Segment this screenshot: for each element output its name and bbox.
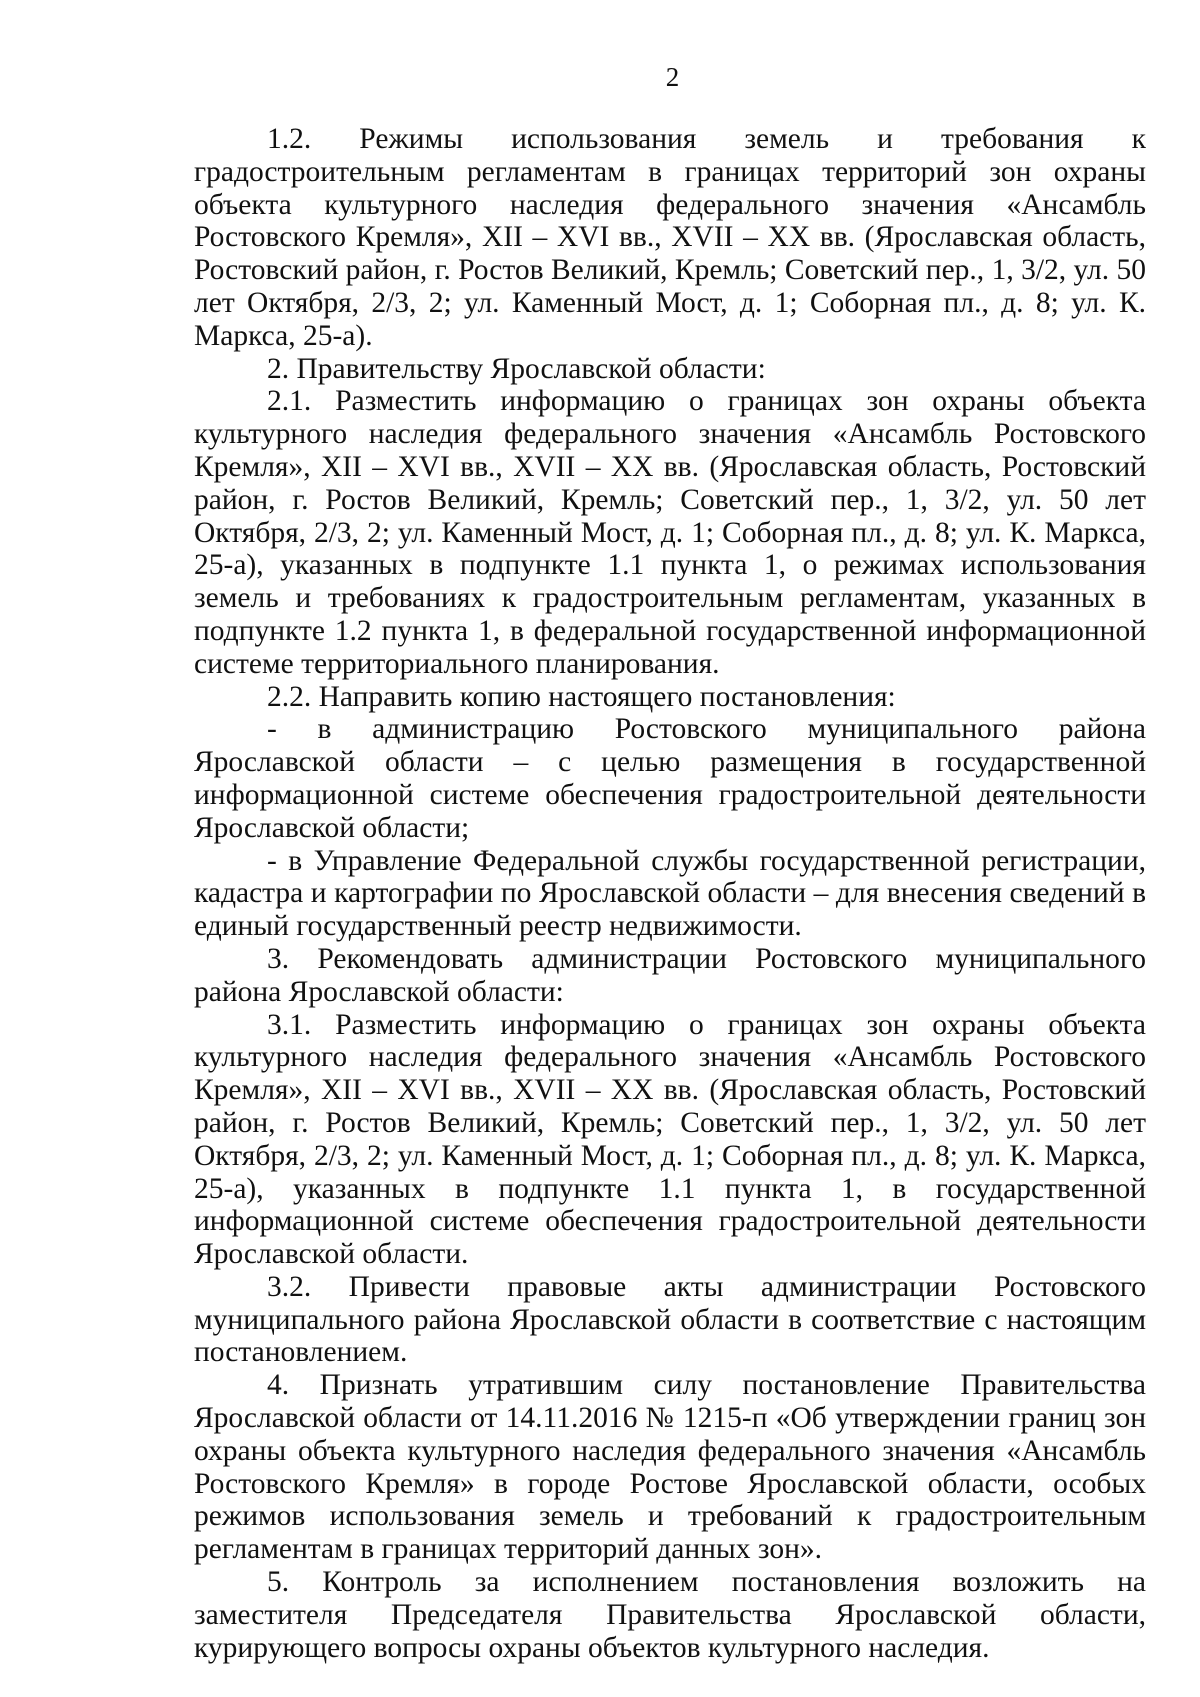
paragraph-2-2-item-1: - в администрацию Ростовского муниципального района Ярославской области – с целью размещения в государственной информационной системе обеспечения градостроительной деятельности Ярославской области; [194, 713, 1146, 844]
paragraph-1-2: 1.2. Режимы использования земель и требования к градостроительным регламентам в границах территорий зон охраны объекта культурного наследия федерального значения «Ансамбль Ростовского Кремля», XII – XVI вв., XVII – XX вв. (Ярославская область, Ростовский район, г. Ростов Великий, Кремль; Советский пер., 1, 3/2, ул. 50 лет Октября, 2/3, 2; ул. Каменный Мост, д. 1; Соборная пл., д. 8; ул. К. Маркса, 25-а). [194, 123, 1146, 352]
paragraph-3: 3. Рекомендовать администрации Ростовского муниципального района Ярославской области: [194, 942, 1146, 1008]
paragraph-2-2-item-2: - в Управление Федеральной службы государственной регистрации, кадастра и картографии по Ярославской области – для внесения сведений в единый государственный реестр недвижимости. [194, 844, 1146, 943]
paragraph-2: 2. Правительству Ярославской области: [267, 352, 766, 385]
paragraph-2-2: 2.2. Направить копию настоящего постановления: [267, 680, 896, 713]
page-number: 2 [665, 62, 680, 92]
paragraph-2-1: 2.1. Разместить информацию о границах зон охраны объекта культурного наследия федерального значения «Ансамбль Ростовского Кремля», XII – XVI вв., XVII – XX вв. (Ярославская область, Ростовский район, г. Ростов Великий, Кремль; Советский пер., 1, 3/2, ул. 50 лет Октября, 2/3, 2; ул. Каменный Мост, д. 1; Соборная пл., д. 8; ул. К. Маркса, 25-а), указанных в подпункте 1.1 пункта 1, о режимах использования земель и требованиях к градостроительным регламентам, указанных в подпункте 1.2 пункта 1, в федеральной государственной информационной системе территориального планирования. [194, 385, 1146, 680]
document-body [194, 123, 1146, 1664]
paragraph-5: 5. Контроль за исполнением постановления возложить на заместителя Председателя Правительства Ярославской области, курирующего вопросы охраны объектов культурного наследия. [194, 1566, 1146, 1664]
paragraph-3-1: 3.1. Разместить информацию о границах зон охраны объекта культурного наследия федерального значения «Ансамбль Ростовского Кремля», XII – XVI вв., XVII – XX вв. (Ярославская область, Ростовский район, г. Ростов Великий, Кремль; Советский пер., 1, 3/2, ул. 50 лет Октября, 2/3, 2; ул. Каменный Мост, д. 1; Соборная пл., д. 8; ул. К. Маркса, 25-а), указанных в подпункте 1.1 пункта 1, в государственной информационной системе обеспечения градостроительной деятельности Ярославской области. [194, 1008, 1146, 1271]
paragraph-4: 4. Признать утратившим силу постановление Правительства Ярославской области от 14.11.2016 № 1215-п «Об утверждении границ зон охраны объекта культурного наследия федерального значения «Ансамбль Ростовского Кремля» в городе Ростове Ярославской области, особых режимов использования земель и требований к градостроительным регламентам в границах территорий данных зон». [194, 1369, 1146, 1566]
paragraph-3-2: 3.2. Привести правовые акты администрации Ростовского муниципального района Ярославской области в соответствие с настоящим постановлением. [194, 1270, 1146, 1369]
